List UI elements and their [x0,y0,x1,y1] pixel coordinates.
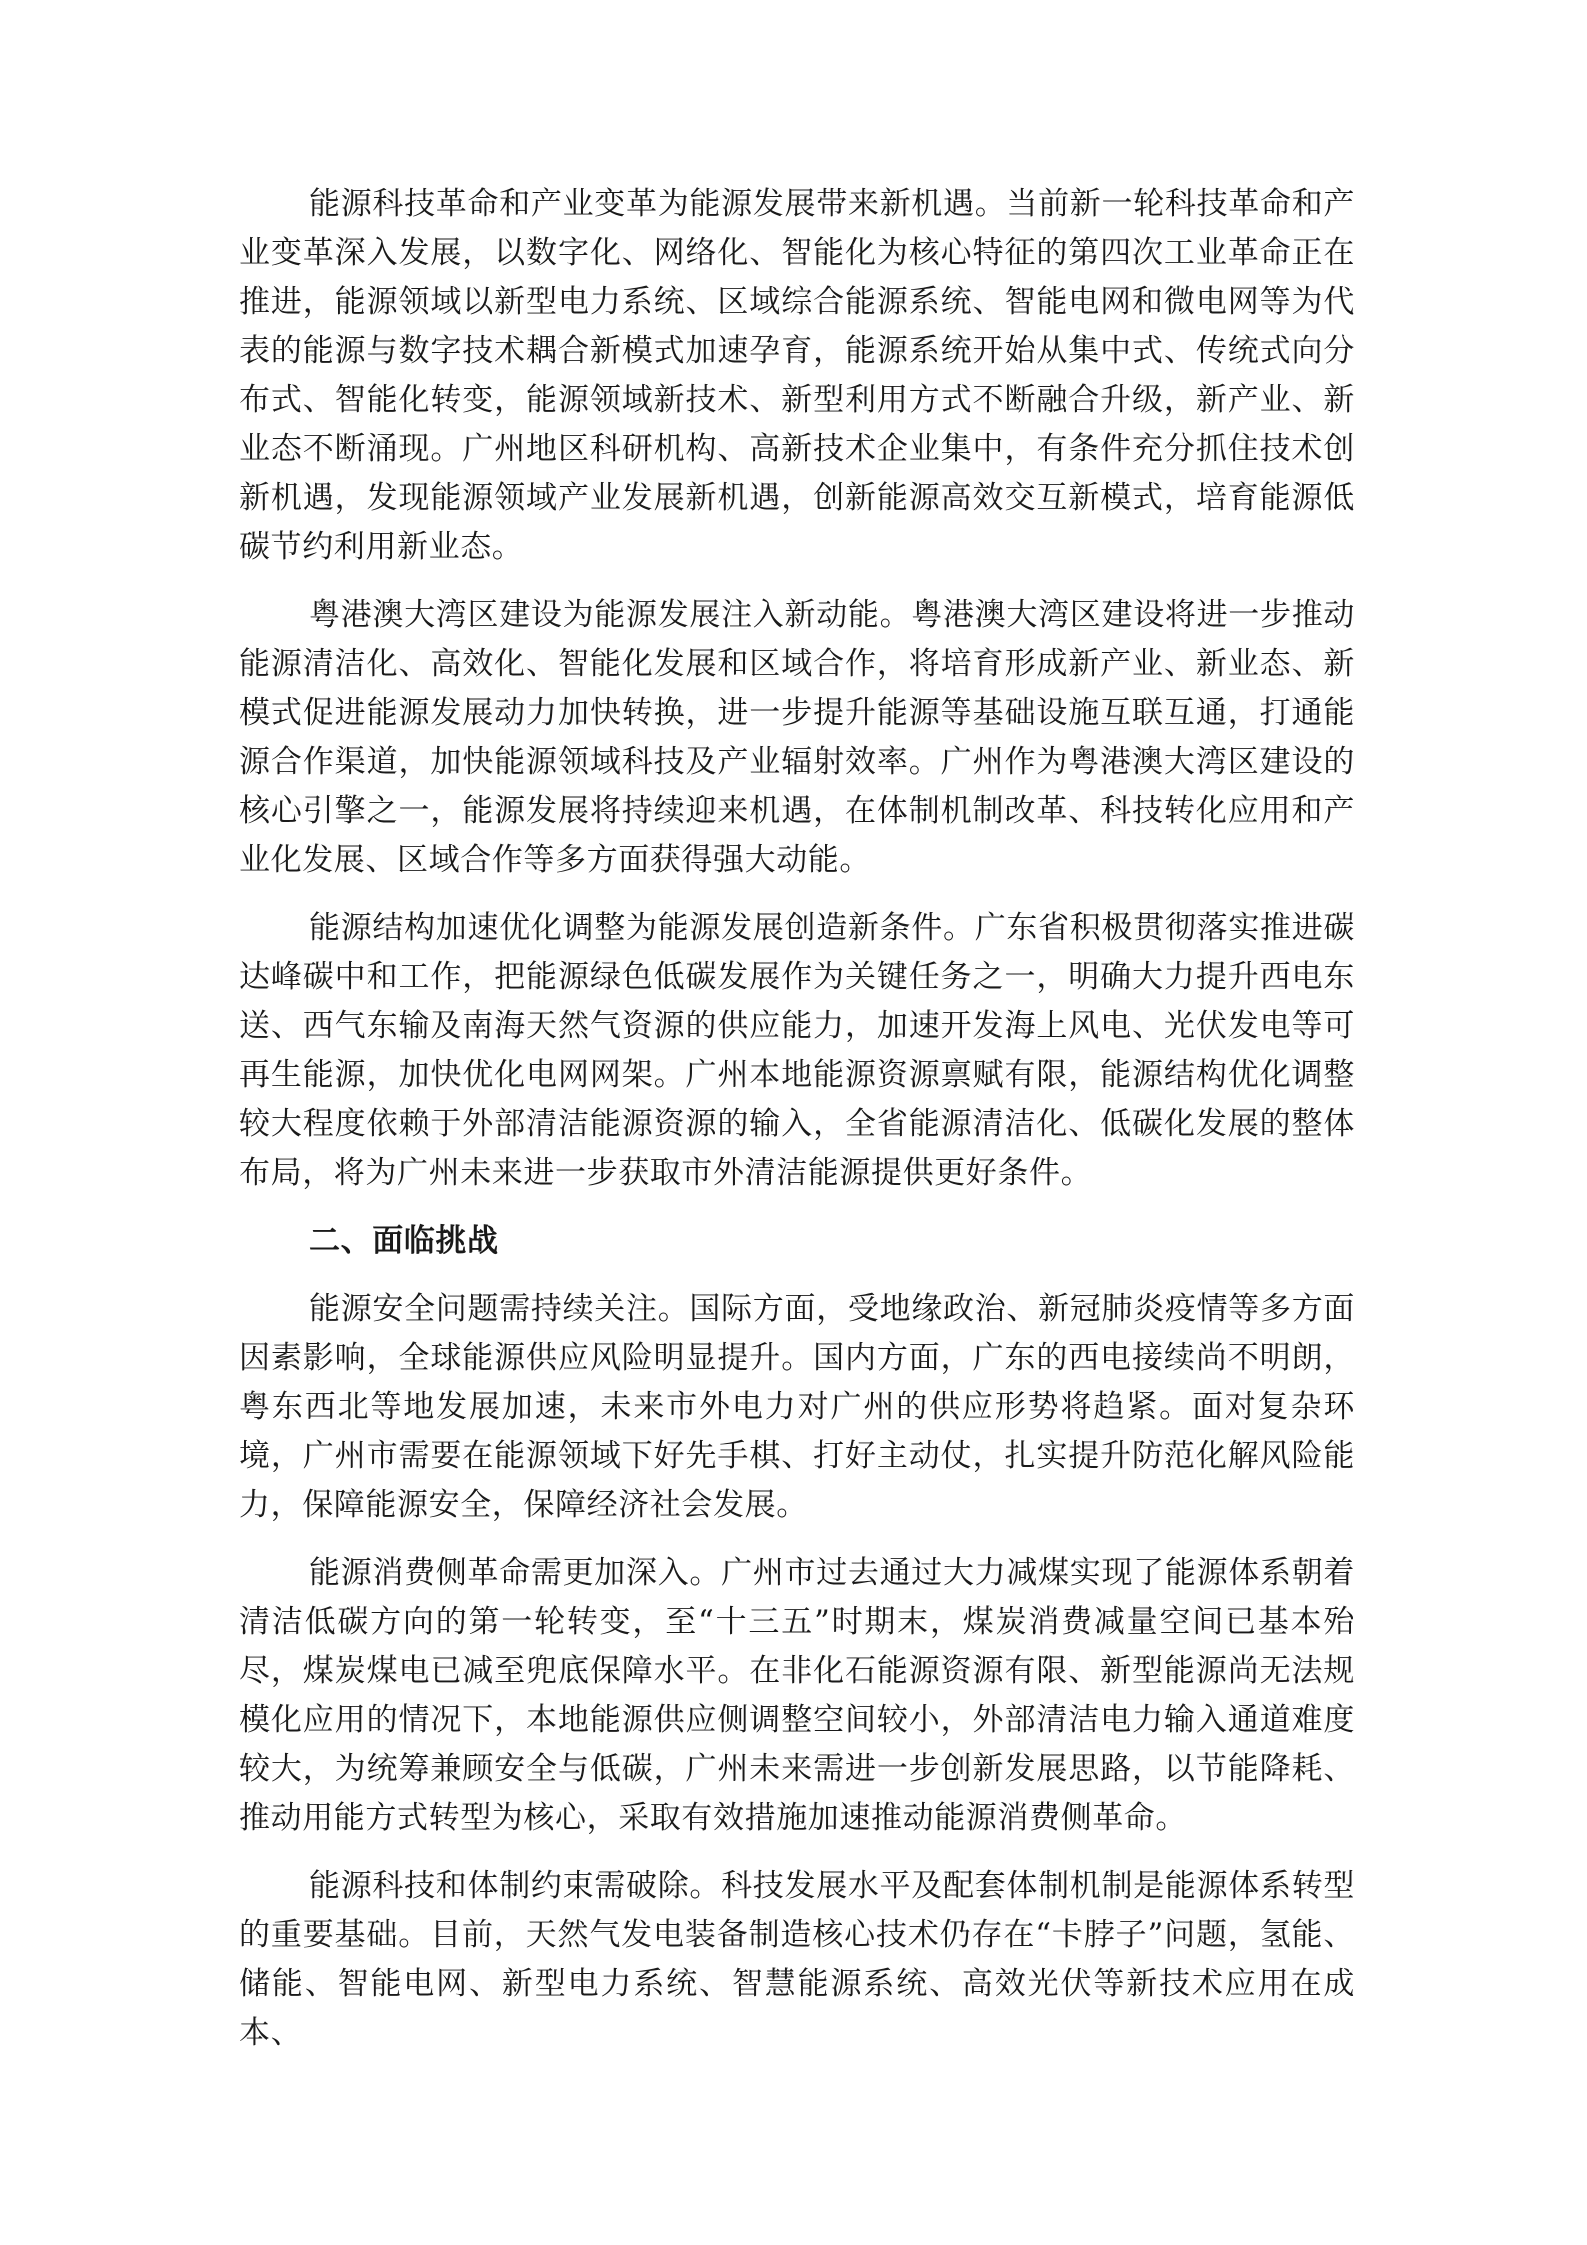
section-heading-challenges: 二、面临挑战 [309,1223,499,1259]
paragraph-tech-institution-constraints: 能源科技和体制约束需破除。科技发展水平及配套体制机制是能源体系转型的重要基础。目前，天然气发电装备制造核心技术仍存在“卡脖子”问题，氢能、储能、智能电网、新型电力系统、智慧能源系统、高效光伏等新技术应用在成本、 [239,1868,1355,2051]
paragraph-energy-structure: 能源结构加速优化调整为能源发展创造新条件。广东省积极贯彻落实推进碳达峰碳中和工作，把能源绿色低碳发展作为关键任务之一，明确大力提升西电东送、西气东输及南海天然气资源的供应能力，加速开发海上风电、光伏发电等可再生能源，加快优化电网网架。广州本地能源资源禀赋有限，能源结构优化调整较大程度依赖于外部清洁能源资源的输入，全省能源清洁化、低碳化发展的整体布局，将为广州未来进一步获取市外清洁能源提供更好条件。 [239,910,1355,1191]
paragraph-consumption-revolution: 能源消费侧革命需更加深入。广州市过去通过大力减煤实现了能源体系朝着清洁低碳方向的第一轮转变，至“十三五”时期末，煤炭消费减量空间已基本殆尽，煤炭煤电已减至兜底保障水平。在非化石能源资源有限、新型能源尚无法规模化应用的情况下，本地能源供应侧调整空间较小，外部清洁电力输入通道难度较大，为统筹兼顾安全与低碳，广州未来需进一步创新发展思路，以节能降耗、推动用能方式转型为核心，采取有效措施加速推动能源消费侧革命。 [239,1555,1355,1836]
paragraph-energy-tech-revolution: 能源科技革命和产业变革为能源发展带来新机遇。当前新一轮科技革命和产业变革深入发展，以数字化、网络化、智能化为核心特征的第四次工业革命正在推进，能源领域以新型电力系统、区域综合能源系统、智能电网和微电网等为代表的能源与数字技术耦合新模式加速孕育，能源系统开始从集中式、传统式向分布式、智能化转变，能源领域新技术、新型利用方式不断融合升级，新产业、新业态不断涌现。广州地区科研机构、高新技术企业集中，有条件充分抓住技术创新机遇，发现能源领域产业发展新机遇，创新能源高效交互新模式，培育能源低碳节约利用新业态。 [239,186,1355,565]
paragraph-energy-security: 能源安全问题需持续关注。国际方面，受地缘政治、新冠肺炎疫情等多方面因素影响，全球能源供应风险明显提升。国内方面，广东的西电接续尚不明朗，粤东西北等地发展加速，未来市外电力对广州的供应形势将趋紧。面对复杂环境，广州市需要在能源领域下好先手棋、打好主动仗，扎实提升防范化解风险能力，保障能源安全，保障经济社会发展。 [239,1291,1355,1523]
paragraph-greater-bay-area: 粤港澳大湾区建设为能源发展注入新动能。粤港澳大湾区建设将进一步推动能源清洁化、高效化、智能化发展和区域合作，将培育形成新产业、新业态、新模式促进能源发展动力加快转换，进一步提升能源等基础设施互联互通，打通能源合作渠道，加快能源领域科技及产业辐射效率。广州作为粤港澳大湾区建设的核心引擎之一，能源发展将持续迎来机遇，在体制机制改革、科技转化应用和产业化发展、区域合作等多方面获得强大动能。 [239,597,1355,878]
document-page [239,180,1355,2077]
